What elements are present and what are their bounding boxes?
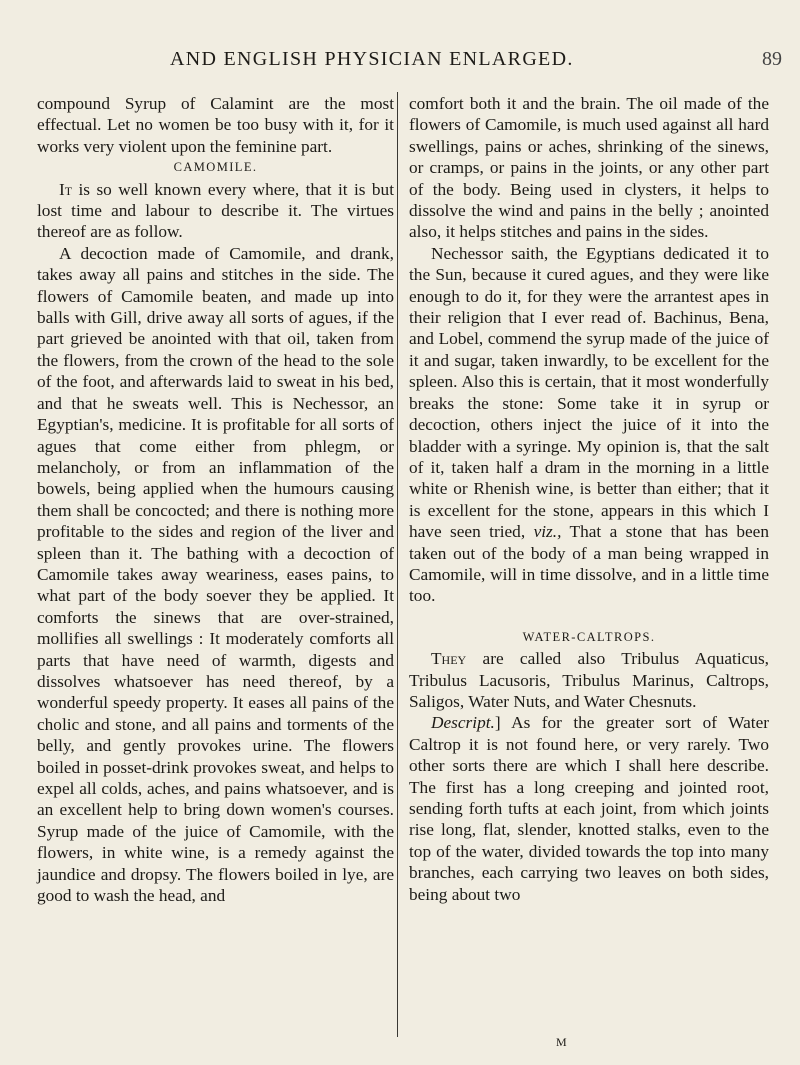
left-column xyxy=(37,93,394,906)
signature-mark: M xyxy=(556,1035,568,1049)
paragraph-calamint-end: compound Syrup of Calamint are the most effectual. Let no women be too busy with it, for it works very violent upon the feminine part. xyxy=(37,94,394,156)
paragraph-caltrops-description xyxy=(409,712,769,905)
running-title: AND ENGLISH PHYSICIAN ENLARGED. xyxy=(170,48,574,70)
page-number: 89 xyxy=(762,48,782,70)
lead-word: It xyxy=(59,179,73,199)
right-column xyxy=(409,93,769,905)
paragraph-text: ] As for the greater sort of Water Caltrop it is not found here, or very rarely. Two other sorts there are which I shall here describe. The first has a long creeping and jointed root, sending forth tufts at each joint, from which joints rise long, flat, slender, knotted stalks, even to the top of the water, divided towards the top into many branches, each carrying two leaves on both sides, being about two xyxy=(409,713,769,904)
paragraph-camomile-intro xyxy=(37,179,394,243)
viz-italic: viz., xyxy=(533,522,562,542)
paragraph-nechessor xyxy=(409,243,769,607)
paragraph-text-end: That a stone that has been taken out of the body of a man being wrapped in Camomile, will in time dissolve, and in a little time too. xyxy=(409,522,769,606)
column-divider xyxy=(397,92,398,1037)
paragraph-text: are called also Tribulus Aquaticus, Tribulus Lacusoris, Tribulus Marinus, Caltrops, Saligos, Water Nuts, and Water Chesnuts. xyxy=(409,649,769,711)
paragraph-text: Nechessor saith, the Egyptians dedicated it to the Sun, because it cured agues, and they were like enough to do it, for they were the arrantest apes in their religion that I ever read of. Bachinus, Bena, and Lobel, commend the syrup made of the juice of it and sugar, taken inwardly, to be excellent for the spleen. Also this is certain, that it most wonderfully breaks the stone: Some take it in syrup or decoction, others inject the juice of it into the bladder with a syringe. My opinion is, that the salt of it, taken half a dram in the morning in a little white or Rhenish wine, is better than either; that it is excellent for the stone, appears in this which I have seen tried, xyxy=(409,243,769,542)
paragraph-text: is so well known every where, that it is but lost time and labour to describe it. The virtues thereof are as follow. xyxy=(37,179,394,242)
paragraph-caltrops-names xyxy=(409,648,769,712)
paragraph-camomile-virtues: A decoction made of Camomile, and drank, takes away all pains and stitches in the side. The flowers of Camomile beaten, and made up into balls with Gill, drive away all sorts of agues, if the part grieved be anointed with that oil, taken from the flowers, from the crown of the head to the sole of the foot, and afterwards laid to sweat in his bed, and that he sweats well. This is Nechessor, an Egyptian's, medicine. It is profitable for all sorts of agues that come either from phlegm, or melancholy, or from an inflammation of the bowels, being applied when the humours causing them shall be concocted; and there is nothing more profitable to the sides and region of the liver and spleen than it. The bathing with a decoction of Camomile takes away weariness, eases pains, to what part of the body soever they be applied. It comforts the sinews that are over-strained, mollifies all swellings : It moderately comforts all parts that have need of warmth, digests and dissolves whatsoever has need thereof, by a wonderful speedy property. It eases all pains of the cholic and stone, and all pains and torments of the belly, and gently provokes urine. The flowers boiled in posset-drink provokes sweat, and helps to expel all colds, aches, and pains whatsoever, and is an excellent help to bring down women's courses. Syrup made of the juice of Camomile, with the flowers, in white wine, is a remedy against the jaundice and dropsy. The flowers boiled in lye, are good to wash the head, and xyxy=(37,243,394,906)
lead-word: They xyxy=(431,649,467,669)
paragraph-camomile-oil: comfort both it and the brain. The oil made of the flowers of Camomile, is much used against all hard swellings, pains or aches, shrinking of the sinews, or cramps, or pains in the joints, or any other part of the body. Being used in clysters, it helps to dissolve the wind and pains in the belly ; anointed also, it helps stitches and pains in the sides. xyxy=(409,94,769,242)
heading-camomile: CAMOMILE. xyxy=(173,160,258,175)
descript-label: Descript. xyxy=(431,713,495,733)
heading-water-caltrops: WATER-CALTROPS. xyxy=(522,629,656,644)
